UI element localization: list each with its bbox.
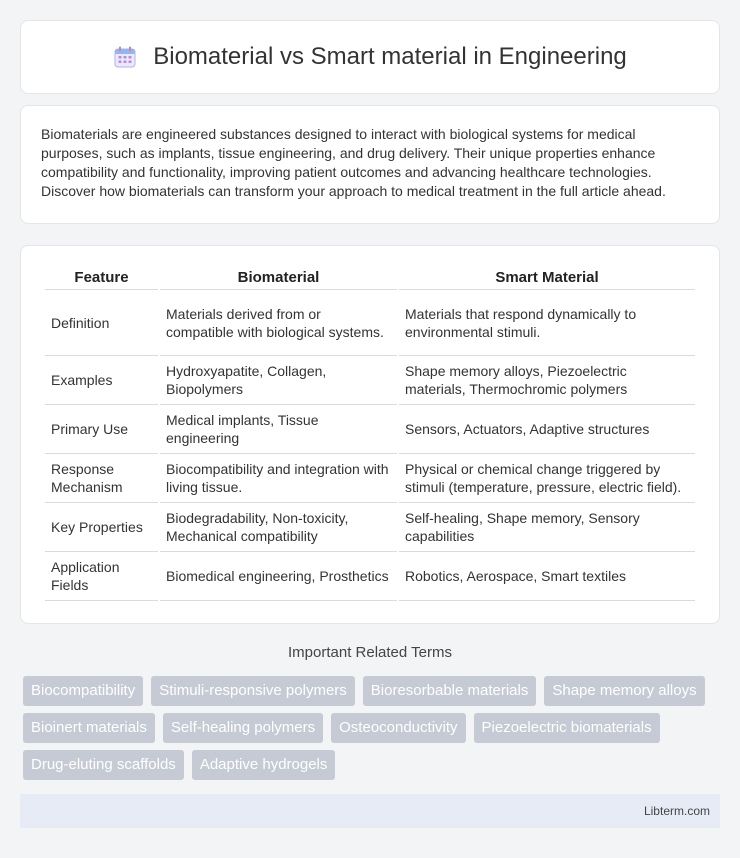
table-row [45,503,695,552]
biomaterial-cell: Materials derived from or compatible with biological systems. [160,290,397,356]
table-row [45,552,695,601]
smart-material-cell: Physical or chemical change triggered by stimuli (temperature, pressure, electric field). [399,454,695,503]
related-term-tag[interactable]: Stimuli-responsive polymers [151,676,355,706]
related-terms-title: Important Related Terms [288,644,452,661]
footer-site-link[interactable]: Libterm.com [643,804,710,818]
intro-card [20,105,720,224]
footer [20,794,720,828]
table-row [45,454,695,503]
comparison-table-card [20,245,720,624]
header-smart-material: Smart Material [399,264,695,290]
header-feature: Feature [45,264,158,290]
feature-cell: Key Properties [45,503,158,552]
related-term-tag[interactable]: Self-healing polymers [163,713,323,743]
related-term-tag[interactable]: Bioresorbable materials [363,676,537,706]
biomaterial-cell: Biodegradability, Non-toxicity, Mechanical compatibility [160,503,397,552]
related-term-tag[interactable]: Adaptive hydrogels [192,750,336,780]
smart-material-cell: Shape memory alloys, Piezoelectric materials, Thermochromic polymers [399,356,695,405]
biomaterial-cell: Biomedical engineering, Prosthetics [160,552,397,601]
table-row [45,290,695,356]
related-term-tag[interactable]: Shape memory alloys [544,676,704,706]
feature-cell: Definition [45,290,158,356]
related-terms-list [23,676,723,780]
comparison-table [43,264,697,601]
table-row [45,356,695,405]
page-title: Biomaterial vs Smart material in Engineering [153,43,627,70]
header-biomaterial: Biomaterial [160,264,397,290]
smart-material-cell: Robotics, Aerospace, Smart textiles [399,552,695,601]
biomaterial-cell: Medical implants, Tissue engineering [160,405,397,454]
biomaterial-cell: Hydroxyapatite, Collagen, Biopolymers [160,356,397,405]
feature-cell: Examples [45,356,158,405]
intro-text: Biomaterials are engineered substances designed to interact with biological systems for medical purposes, such as implants, tissue engineering, and drug delivery. Their unique properties enhance compatibility and functionality, improving patient outcomes and advancing healthcare technologies. Discover how biomaterials can transform your approach to medical treatment in the full article ahead. [41,126,666,199]
related-term-tag[interactable]: Drug-eluting scaffolds [23,750,184,780]
related-term-tag[interactable]: Biocompatibility [23,676,143,706]
related-term-tag[interactable]: Bioinert materials [23,713,155,743]
biomaterial-cell: Biocompatibility and integration with living tissue. [160,454,397,503]
table-row [45,405,695,454]
smart-material-cell: Materials that respond dynamically to environmental stimuli. [399,290,695,356]
calendar-icon [113,45,137,69]
related-term-tag[interactable]: Piezoelectric biomaterials [474,713,660,743]
feature-cell: Response Mechanism [45,454,158,503]
feature-cell: Application Fields [45,552,158,601]
smart-material-cell: Self-healing, Shape memory, Sensory capabilities [399,503,695,552]
smart-material-cell: Sensors, Actuators, Adaptive structures [399,405,695,454]
table-header-row [45,264,695,290]
feature-cell: Primary Use [45,405,158,454]
title-card [20,20,720,94]
related-term-tag[interactable]: Osteoconductivity [331,713,465,743]
